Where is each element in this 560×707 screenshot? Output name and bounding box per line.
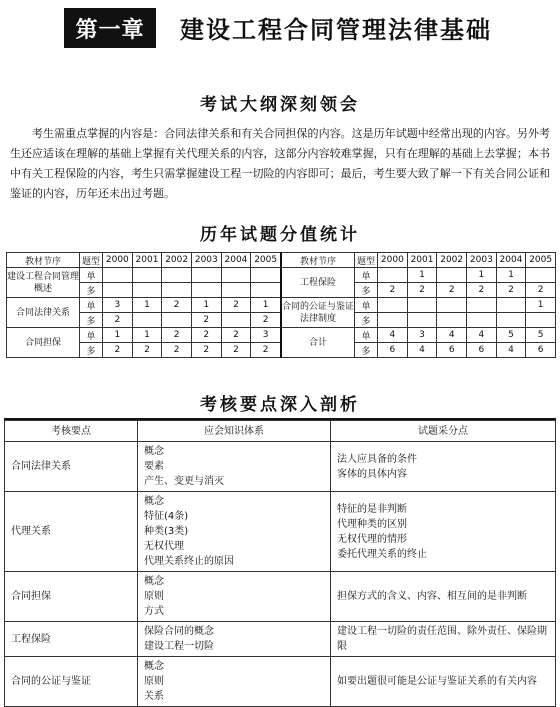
knowledge-item: 要素: [144, 461, 164, 472]
score-value: [191, 268, 221, 283]
score-value: 3: [407, 328, 437, 343]
keypoint-name: 合同法律关系: [5, 442, 138, 492]
knowledge-item: 保险合同的概念: [144, 626, 214, 637]
score-header-cell: 2005: [251, 253, 281, 268]
score-type: 多: [355, 343, 378, 358]
score-value: [496, 313, 526, 328]
knowledge-item: 产生、变更与消灭: [144, 476, 224, 487]
score-row: [7, 343, 556, 358]
score-row: [7, 328, 556, 343]
keypoints-header-cell: 应会知识体系: [138, 421, 331, 442]
score-value: 1: [526, 298, 556, 313]
knowledge-list: [144, 574, 324, 619]
score-value: 1: [467, 268, 497, 283]
knowledge-item: 概念: [144, 496, 164, 507]
score-value: 2: [221, 328, 251, 343]
score-header-cell: 2000: [378, 253, 408, 268]
keypoints-table: [4, 420, 556, 707]
keypoints-row: [5, 572, 556, 622]
score-value: 2: [103, 343, 133, 358]
score-point-item: 法人应具备的条件: [337, 453, 417, 465]
knowledge-item: 概念: [144, 576, 164, 587]
knowledge-item: 概念: [144, 661, 164, 672]
score-value: [221, 313, 251, 328]
score-value: [103, 268, 133, 283]
score-value: 1: [132, 328, 162, 343]
score-value: [407, 298, 437, 313]
knowledge-item: 原则: [144, 676, 164, 687]
score-row: [7, 268, 556, 283]
intro-paragraph: [10, 124, 550, 204]
score-value: 2: [251, 343, 281, 358]
score-value: 2: [437, 283, 467, 298]
score-point-item: 特征的是非判断: [337, 503, 407, 515]
score-header-cell: 教材节序: [281, 253, 355, 268]
keypoints-header-row: [5, 421, 556, 442]
score-value: 2: [103, 313, 133, 328]
score-value: [526, 268, 556, 283]
score-value: [191, 283, 221, 298]
score-type: 多: [355, 313, 378, 328]
score-section-name: 合同的公证与鉴证法律制度: [281, 298, 355, 328]
score-header-cell: 教材节序: [7, 253, 80, 268]
score-row: [7, 313, 556, 328]
score-value: [378, 268, 408, 283]
score-header-cell: 2003: [191, 253, 221, 268]
score-value: 4: [467, 328, 497, 343]
score-value: [378, 298, 408, 313]
score-header-cell: 2002: [162, 253, 192, 268]
score-value: 4: [378, 328, 408, 343]
section-title-scores: 历年试题分值统计: [200, 225, 360, 245]
keypoints-header-cell: 考核要点: [5, 421, 138, 442]
score-section-name: 建设工程合同管理概述: [7, 268, 80, 298]
score-value: 1: [496, 268, 526, 283]
score-value: 4: [407, 343, 437, 358]
score-value: 2: [162, 343, 192, 358]
score-value: 4: [437, 328, 467, 343]
score-value: [437, 313, 467, 328]
score-row: [7, 298, 556, 313]
score-point-item: 无权代理的情形: [337, 533, 407, 545]
score-value: 6: [467, 343, 497, 358]
score-value: 1: [103, 328, 133, 343]
score-value: 2: [221, 298, 251, 313]
score-type: 多: [80, 313, 103, 328]
score-value: [162, 283, 192, 298]
score-table: [6, 252, 556, 358]
score-points-cell: [331, 622, 556, 657]
knowledge-list: [144, 444, 324, 489]
knowledge-item: 特征(4条): [144, 511, 189, 522]
score-value: 2: [251, 313, 281, 328]
score-value: 4: [496, 343, 526, 358]
score-value: [103, 283, 133, 298]
keypoint-name: 合同的公证与鉴证: [5, 657, 138, 707]
score-value: [467, 313, 497, 328]
score-points-list: [337, 452, 549, 482]
score-point-item: 建设工程一切险的责任范围、除外责任、保险期限: [337, 626, 547, 652]
score-value: [251, 268, 281, 283]
knowledge-item: 关系: [144, 691, 164, 702]
score-value: 1: [407, 268, 437, 283]
keypoint-name: 合同担保: [5, 572, 138, 622]
score-value: [467, 298, 497, 313]
keypoints-header-cell: 试题采分点: [331, 421, 556, 442]
score-header-cell: 2001: [132, 253, 162, 268]
score-value: [496, 298, 526, 313]
score-value: 5: [496, 328, 526, 343]
score-value: [132, 268, 162, 283]
knowledge-item: 种类(3类): [144, 526, 189, 537]
score-value: 2: [162, 298, 192, 313]
score-points-list: [337, 624, 549, 654]
score-point-item: 担保方式的含义、内容、相互间的是非判断: [337, 591, 527, 602]
score-section-name: 合同法律关系: [7, 298, 80, 328]
score-value: 2: [132, 343, 162, 358]
score-header-cell: 题型: [355, 253, 378, 268]
score-value: 6: [526, 343, 556, 358]
score-value: [221, 268, 251, 283]
score-value: 2: [221, 343, 251, 358]
score-value: 1: [251, 298, 281, 313]
score-value: [221, 283, 251, 298]
score-value: 3: [103, 298, 133, 313]
score-value: 3: [251, 328, 281, 343]
knowledge-cell: [138, 657, 331, 707]
score-value: [132, 283, 162, 298]
score-points-cell: [331, 492, 556, 572]
score-value: [162, 268, 192, 283]
score-point-item: 代理种类的区别: [337, 518, 407, 530]
score-value: 2: [496, 283, 526, 298]
knowledge-item: 建设工程一切险: [144, 641, 214, 652]
keypoints-row: [5, 442, 556, 492]
score-value: [132, 313, 162, 328]
score-section-name: 工程保险: [281, 268, 355, 298]
knowledge-list: [144, 494, 324, 569]
score-value: [162, 313, 192, 328]
section-title-outline: 考试大纲深刻领会: [200, 95, 360, 115]
score-type: 单: [80, 328, 103, 343]
knowledge-item: 方式: [144, 606, 164, 617]
knowledge-item: 概念: [144, 446, 164, 457]
score-points-list: [337, 502, 549, 562]
score-value: 2: [526, 283, 556, 298]
score-points-cell: [331, 442, 556, 492]
score-points-cell: [331, 657, 556, 707]
keypoints-row: [5, 492, 556, 572]
knowledge-cell: [138, 622, 331, 657]
score-value: [526, 313, 556, 328]
score-type: 单: [355, 328, 378, 343]
score-value: 2: [191, 313, 221, 328]
knowledge-cell: [138, 572, 331, 622]
score-value: 6: [437, 343, 467, 358]
score-value: 6: [378, 343, 408, 358]
knowledge-item: 原则: [144, 591, 164, 602]
knowledge-cell: [138, 442, 331, 492]
score-value: 2: [378, 283, 408, 298]
score-value: [378, 313, 408, 328]
score-point-item: 如要出题很可能是公证与鉴证关系的有关内容: [337, 676, 537, 687]
keypoint-name: 代理关系: [5, 492, 138, 572]
score-value: 5: [526, 328, 556, 343]
score-points-cell: [331, 572, 556, 622]
score-point-item: 客体的具体内容: [337, 468, 407, 480]
score-header-cell: 2002: [437, 253, 467, 268]
score-value: [407, 313, 437, 328]
knowledge-list: [144, 659, 324, 704]
score-type: 单: [80, 268, 103, 283]
score-value: 2: [407, 283, 437, 298]
score-header-cell: 2004: [496, 253, 526, 268]
score-type: 多: [355, 283, 378, 298]
score-header-cell: 题型: [80, 253, 103, 268]
score-value: 2: [162, 328, 192, 343]
score-points-list: [337, 674, 549, 689]
score-type: 多: [80, 283, 103, 298]
score-header-row: [7, 253, 556, 268]
intro-text: 考生需重点掌握的内容是：合同法律关系和有关合同担保的内容。这是历年试题中经常出现的内容。另外考生还应适该在理解的基础上掌握有关代理关系的内容，这部分内容较难掌握，只有在理解的基础上去掌握；本书中有关工程保险的内容，考生只需掌握建设工程一切险的内容即可；最后，考生要大致了解一下有关合同公证和鉴证的内容，历年还未出过考题。: [10, 127, 550, 200]
score-header-cell: 2001: [407, 253, 437, 268]
score-points-list: [337, 589, 549, 604]
score-value: [437, 268, 467, 283]
score-header-cell: 2000: [103, 253, 133, 268]
score-value: [251, 283, 281, 298]
knowledge-cell: [138, 492, 331, 572]
chapter-title: 建设工程合同管理法律基础: [180, 16, 492, 44]
score-row: [7, 283, 556, 298]
knowledge-list: [144, 624, 324, 654]
knowledge-item: 代理关系终止的原因: [144, 556, 234, 567]
score-value: 2: [191, 328, 221, 343]
section-title-keypoints: 考核要点深入剖析: [200, 395, 360, 415]
score-header-cell: 2003: [467, 253, 497, 268]
score-header-cell: 2004: [221, 253, 251, 268]
keypoint-name: 工程保险: [5, 622, 138, 657]
score-type: 单: [80, 298, 103, 313]
score-section-name: 合计: [281, 328, 355, 358]
knowledge-item: 无权代理: [144, 541, 184, 552]
score-value: 1: [191, 298, 221, 313]
keypoints-row: [5, 657, 556, 707]
score-type: 单: [355, 268, 378, 283]
score-section-name: 合同担保: [7, 328, 80, 358]
score-value: 2: [467, 283, 497, 298]
keypoints-row: [5, 622, 556, 657]
score-header-cell: 2005: [526, 253, 556, 268]
score-value: 2: [191, 343, 221, 358]
chapter-label: 第一章: [64, 8, 156, 48]
chapter-header: [64, 8, 534, 48]
score-value: [437, 298, 467, 313]
score-point-item: 委托代理关系的终止: [337, 548, 427, 560]
score-type: 单: [355, 298, 378, 313]
score-type: 多: [80, 343, 103, 358]
score-value: 1: [132, 298, 162, 313]
